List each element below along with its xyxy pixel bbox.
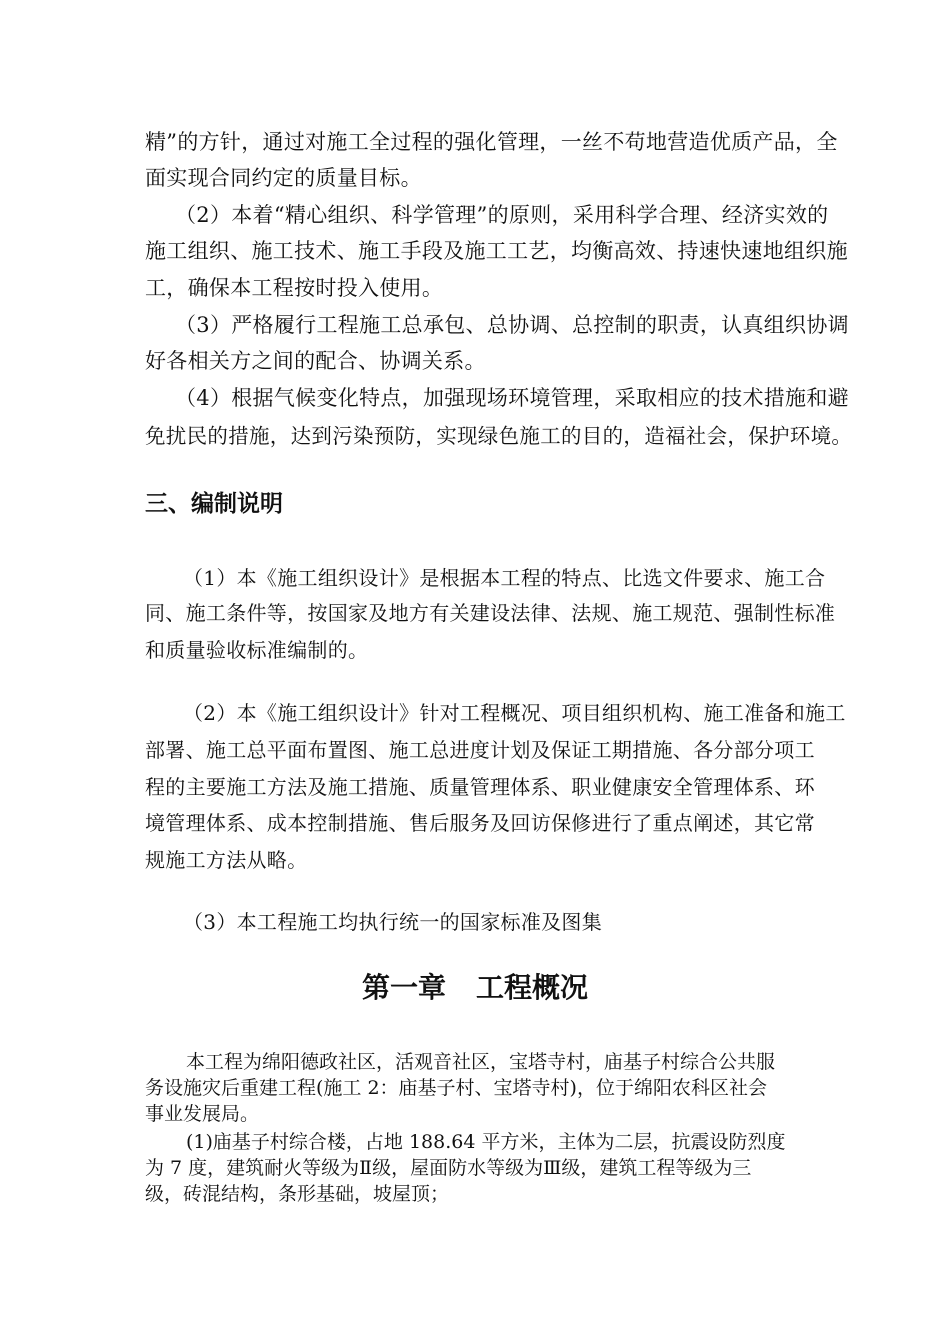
overview-line: 级，砖混结构，条形基础，坡屋顶； bbox=[145, 1183, 450, 1205]
chapter-number: 第一章 bbox=[361, 971, 446, 1004]
note-line: 同、施工条件等，按国家及地方有关建设法律、法规、施工规范、强制性标准 bbox=[145, 601, 836, 625]
overview-line: 为 7 度，建筑耐火等级为Ⅱ级，屋面防水等级为Ⅲ级，建筑工程等级为三 bbox=[145, 1157, 752, 1179]
note-line: 部署、施工总平面布置图、施工总进度计划及保证工期措施、各分部分项工 bbox=[145, 738, 815, 762]
chapter-title bbox=[0, 966, 950, 1006]
intro-line: 精”的方针，通过对施工全过程的强化管理，一丝不苟地营造优质产品，全 bbox=[145, 130, 838, 154]
note-line: （2）本《施工组织设计》针对工程概况、项目组织机构、施工准备和施工 bbox=[183, 701, 846, 725]
section-heading: 三、编制说明 bbox=[145, 491, 283, 517]
note-line: 境管理体系、成本控制措施、售后服务及回访保修进行了重点阐述，其它常 bbox=[145, 811, 815, 835]
intro-line: 工，确保本工程按时投入使用。 bbox=[145, 276, 444, 300]
intro-line: （2）本着“精心组织、科学管理”的原则，采用科学合理、经济实效的 bbox=[175, 203, 829, 227]
note-line: （3）本工程施工均执行统一的国家标准及图集 bbox=[183, 910, 603, 934]
intro-line: （3）严格履行工程施工总承包、总协调、总控制的职责，认真组织协调 bbox=[175, 313, 849, 337]
intro-line: 面实现合同约定的质量目标。 bbox=[145, 166, 422, 190]
overview-line: 事业发展局。 bbox=[145, 1103, 260, 1125]
overview-line: (1)庙基子村综合楼，占地 188.64 平方米，主体为二层，抗震设防烈度 bbox=[186, 1131, 786, 1153]
note-line: 程的主要施工方法及施工措施、质量管理体系、职业健康安全管理体系、环 bbox=[145, 775, 815, 799]
note-line: 和质量验收标准编制的。 bbox=[145, 638, 369, 662]
intro-line: 好各相关方之间的配合、协调关系。 bbox=[145, 349, 486, 373]
chapter-name: 工程概况 bbox=[476, 971, 589, 1004]
overview-line: 本工程为绵阳德政社区，活观音社区，宝塔寺村，庙基子村综合公共服 bbox=[186, 1051, 776, 1073]
note-line: （1）本《施工组织设计》是根据本工程的特点、比选文件要求、施工合 bbox=[183, 566, 826, 590]
intro-line: 免扰民的措施，达到污染预防，实现绿色施工的目的，造福社会，保护环境。 bbox=[145, 424, 853, 448]
note-line: 规施工方法从略。 bbox=[145, 848, 308, 872]
intro-line: （4）根据气候变化特点，加强现场环境管理，采取相应的技术措施和避 bbox=[175, 386, 849, 410]
intro-line: 施工组织、施工技术、施工手段及施工工艺，均衡高效、持速快速地组织施 bbox=[145, 239, 848, 263]
overview-line: 务设施灾后重建工程(施工 2：庙基子村、宝塔寺村)，位于绵阳农科区社会 bbox=[145, 1077, 767, 1099]
